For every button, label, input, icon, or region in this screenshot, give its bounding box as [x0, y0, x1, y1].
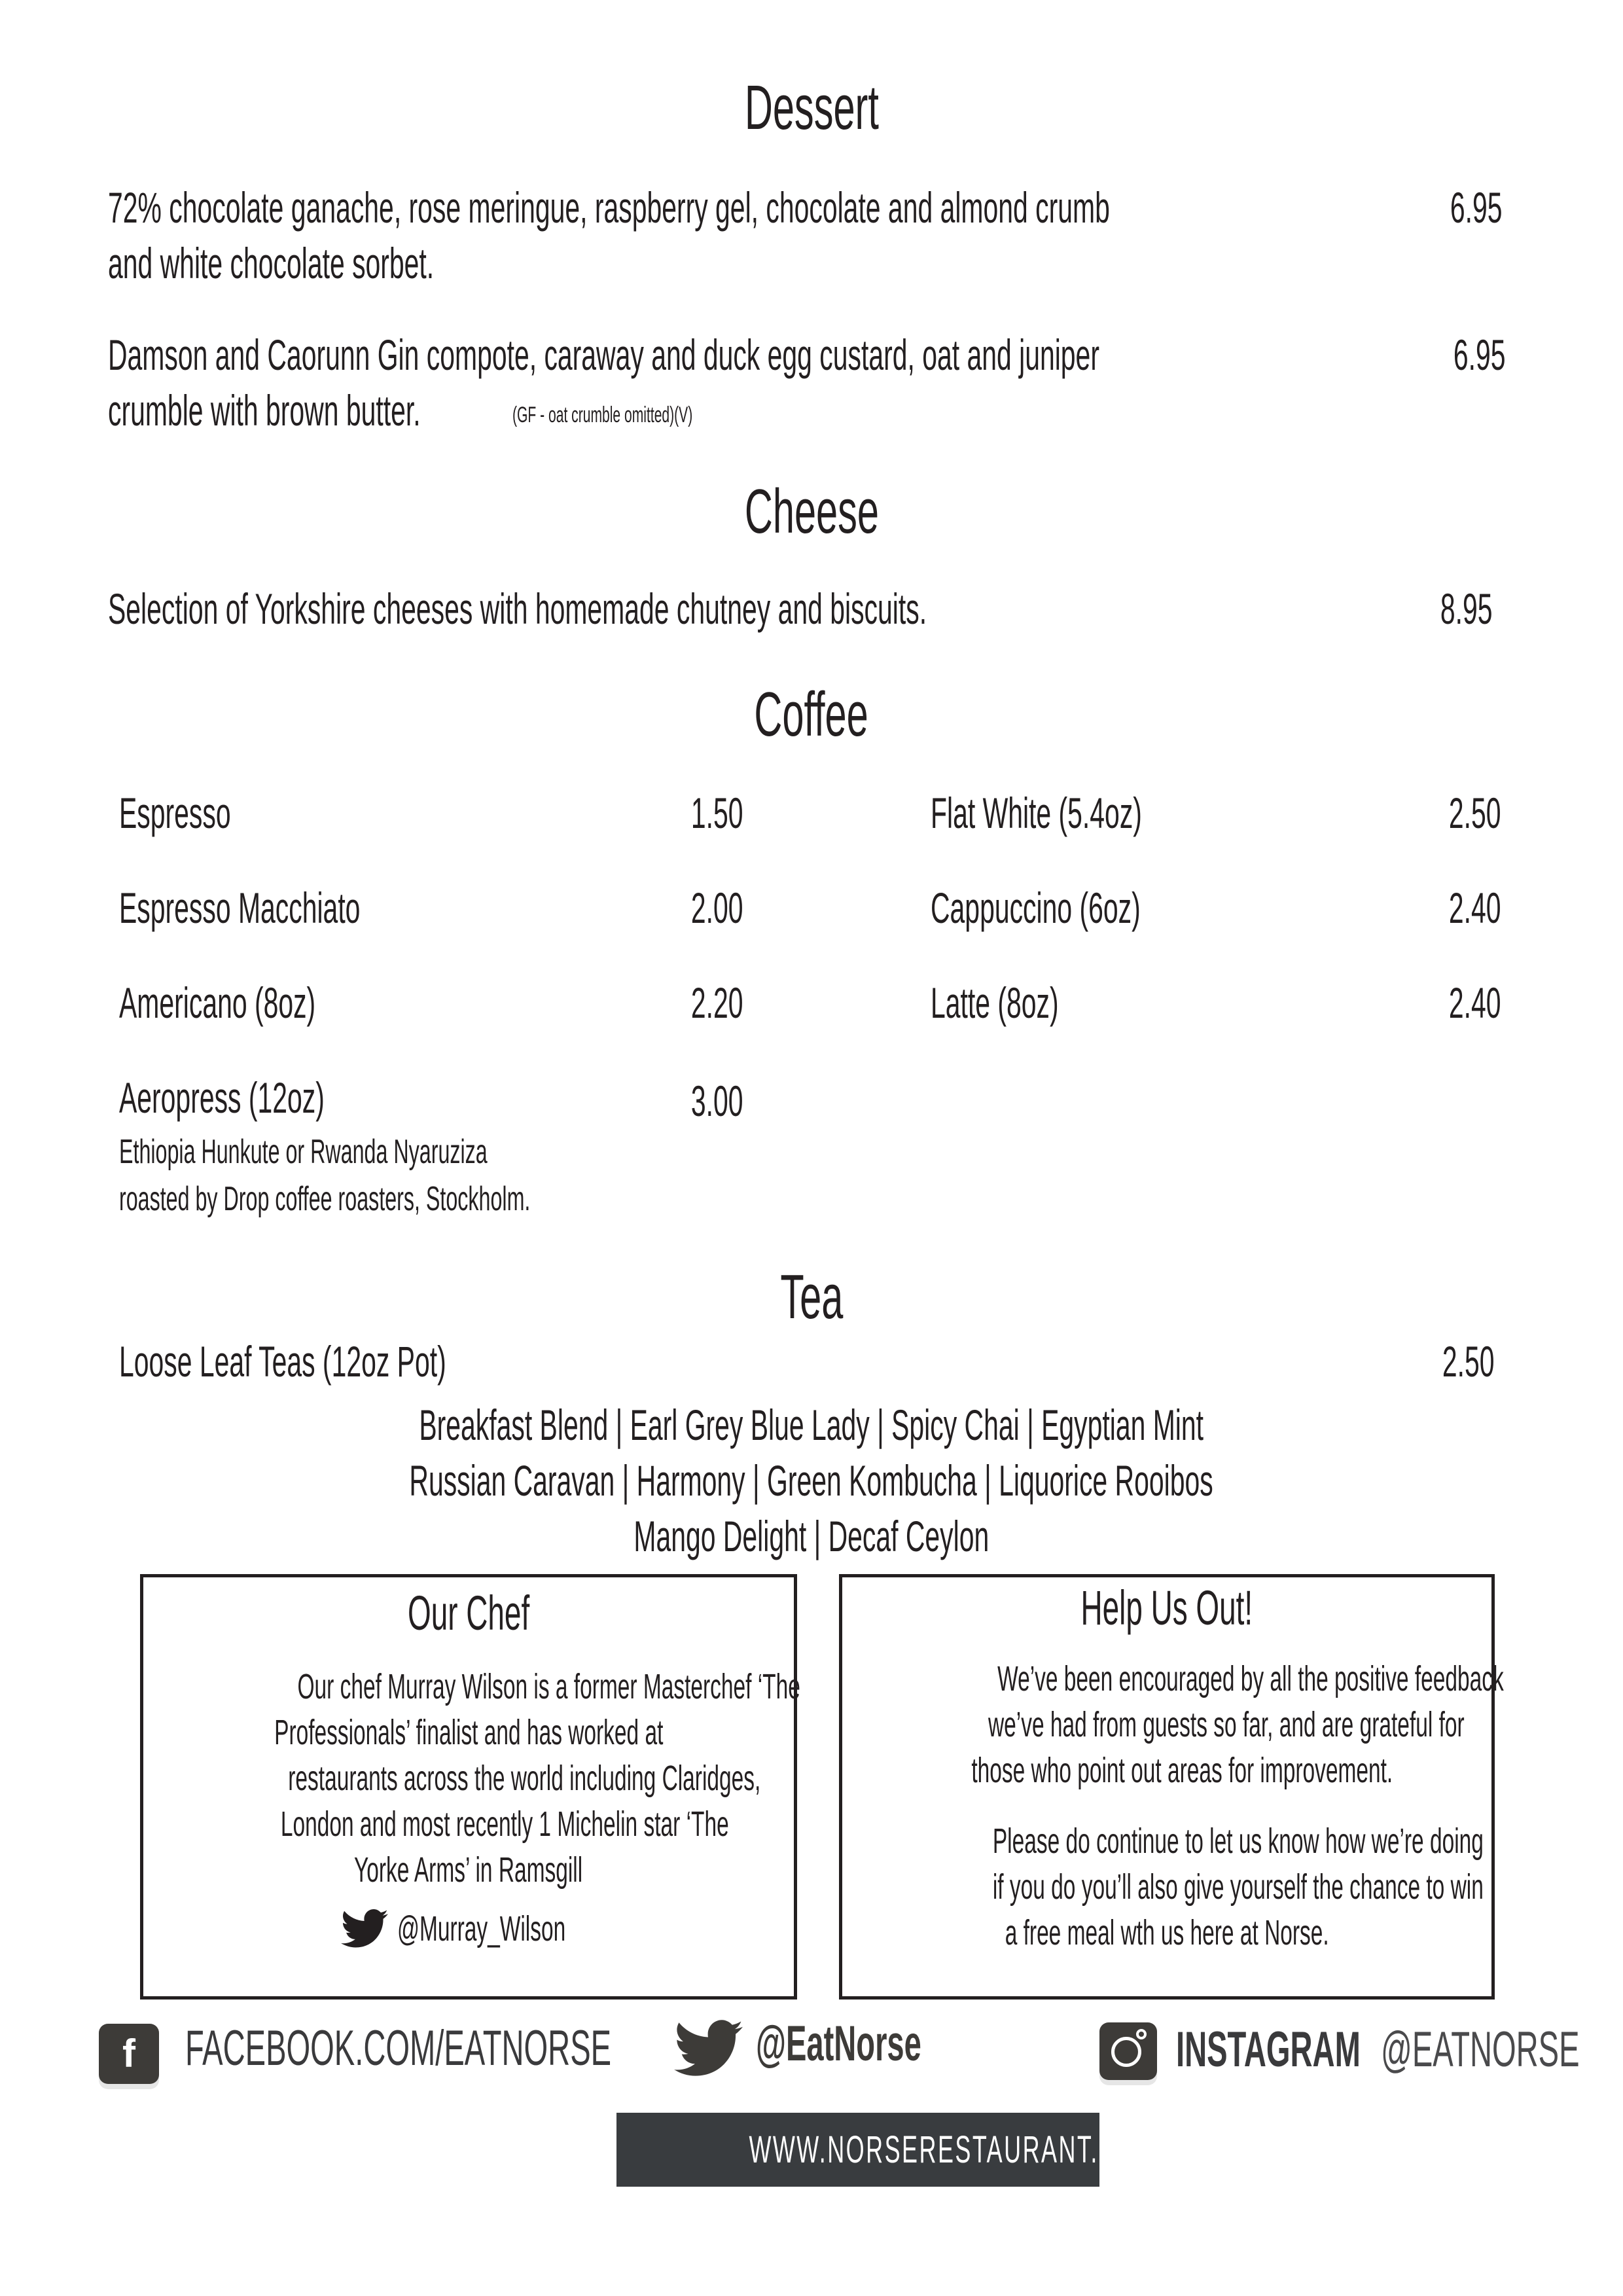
cheese-item-price: 8.95: [1440, 584, 1492, 633]
instagram-icon[interactable]: [1099, 2022, 1157, 2080]
website-url[interactable]: WWW.NORSERESTAURANT.CO.UK: [749, 2128, 1182, 2171]
cheese-item: Selection of Yorkshire cheeses with homemade chutney and biscuits.: [108, 584, 927, 633]
coffee-aeropress-desc-2: roasted by Drop coffee roasters, Stockholm.: [119, 1180, 531, 1218]
dessert-item-2-line1: Damson and Caorunn Gin compote, caraway and duck egg custard, oat and juniper: [108, 331, 1099, 379]
coffee-americano-price: 2.20: [690, 978, 743, 1027]
tea-loose-leaf: Loose Leaf Teas (12oz Pot): [119, 1337, 446, 1386]
twitter-bird-icon: [341, 1909, 388, 1948]
coffee-espresso-macchiato-price: 2.00: [690, 884, 743, 932]
coffee-flat-white-price: 2.50: [1448, 789, 1501, 837]
help-text-line: those who point out areas for improvement.: [971, 1751, 1393, 1790]
help-text-line: a free meal wth us here at Norse.: [1005, 1913, 1329, 1952]
chef-bio-line: Our chef Murray Wilson is a former Masterchef ‘The: [297, 1667, 800, 1706]
dessert-heading: Dessert: [744, 73, 879, 143]
tea-loose-leaf-price: 2.50: [1442, 1337, 1494, 1386]
chef-bio-line: London and most recently 1 Michelin star ‘The: [280, 1804, 729, 1844]
coffee-espresso-macchiato: Espresso Macchiato: [119, 884, 361, 932]
our-chef-title: Our Chef: [407, 1586, 530, 1640]
dessert-item-1-price: 6.95: [1450, 183, 1502, 232]
facebook-icon[interactable]: f: [99, 2024, 159, 2084]
coffee-cappuccino: Cappuccino (6oz): [931, 884, 1141, 932]
help-text-line: Please do continue to let us know how we’re doing: [992, 1821, 1484, 1861]
coffee-heading: Coffee: [754, 679, 869, 749]
coffee-americano: Americano (8oz): [119, 978, 316, 1027]
tea-varieties-line-2: Russian Caravan | Harmony | Green Kombucha | Liquorice Rooibos: [409, 1456, 1214, 1505]
coffee-aeropress-price: 3.00: [690, 1077, 743, 1125]
instagram-handle[interactable]: @EATNORSE: [1381, 2022, 1580, 2077]
coffee-latte: Latte (8oz): [931, 978, 1059, 1027]
help-us-out-title: Help Us Out!: [1080, 1581, 1253, 1635]
dessert-item-2-dietary-note: (GF - oat crumble omitted)(V): [512, 403, 693, 427]
our-chef-box: [140, 1574, 800, 2000]
tea-heading: Tea: [780, 1262, 843, 1332]
help-us-out-box: [839, 1574, 1504, 2000]
coffee-aeropress: Aeropress (12oz): [119, 1073, 325, 1122]
chef-bio-line: restaurants across the world including Claridges,: [288, 1759, 761, 1798]
coffee-aeropress-desc-1: Ethiopia Hunkute or Rwanda Nyaruziza: [119, 1133, 488, 1171]
coffee-cappuccino-price: 2.40: [1448, 884, 1501, 932]
dessert-item-1-line2: and white chocolate sorbet.: [108, 239, 435, 287]
coffee-latte-price: 2.40: [1448, 978, 1501, 1027]
dessert-item-2-line2: crumble with brown butter.: [108, 386, 421, 435]
cheese-heading: Cheese: [744, 476, 879, 547]
dessert-item-2-price: 6.95: [1453, 331, 1505, 379]
chef-bio-line: Professionals’ finalist and has worked at: [274, 1713, 664, 1752]
tea-varieties-line-1: Breakfast Blend | Earl Grey Blue Lady | Spicy Chai | Egyptian Mint: [419, 1401, 1204, 1449]
coffee-espresso-price: 1.50: [690, 789, 743, 837]
help-text-line: We’ve been encouraged by all the positive feedback: [997, 1659, 1504, 1698]
coffee-flat-white: Flat White (5.4oz): [931, 789, 1142, 837]
instagram-label[interactable]: INSTAGRAM: [1176, 2022, 1361, 2077]
tea-varieties-line-3: Mango Delight | Decaf Ceylon: [633, 1512, 990, 1560]
coffee-espresso: Espresso: [119, 789, 231, 837]
twitter-bird-icon: [674, 2019, 743, 2078]
chef-twitter-handle[interactable]: @Murray_Wilson: [397, 1909, 565, 1948]
chef-bio-line: Yorke Arms’ in Ramsgill: [354, 1850, 583, 1890]
help-text-line: if you do you’ll also give yourself the chance to win: [992, 1867, 1484, 1907]
twitter-link[interactable]: @EatNorse: [756, 2016, 921, 2072]
dessert-item-1-line1: 72% chocolate ganache, rose meringue, raspberry gel, chocolate and almond crumb: [108, 183, 1110, 232]
website-banner[interactable]: [616, 2113, 1182, 2187]
facebook-link[interactable]: FACEBOOK.COM/EATNORSE: [185, 2020, 612, 2076]
help-text-line: we’ve had from guests so far, and are grateful for: [988, 1705, 1465, 1744]
